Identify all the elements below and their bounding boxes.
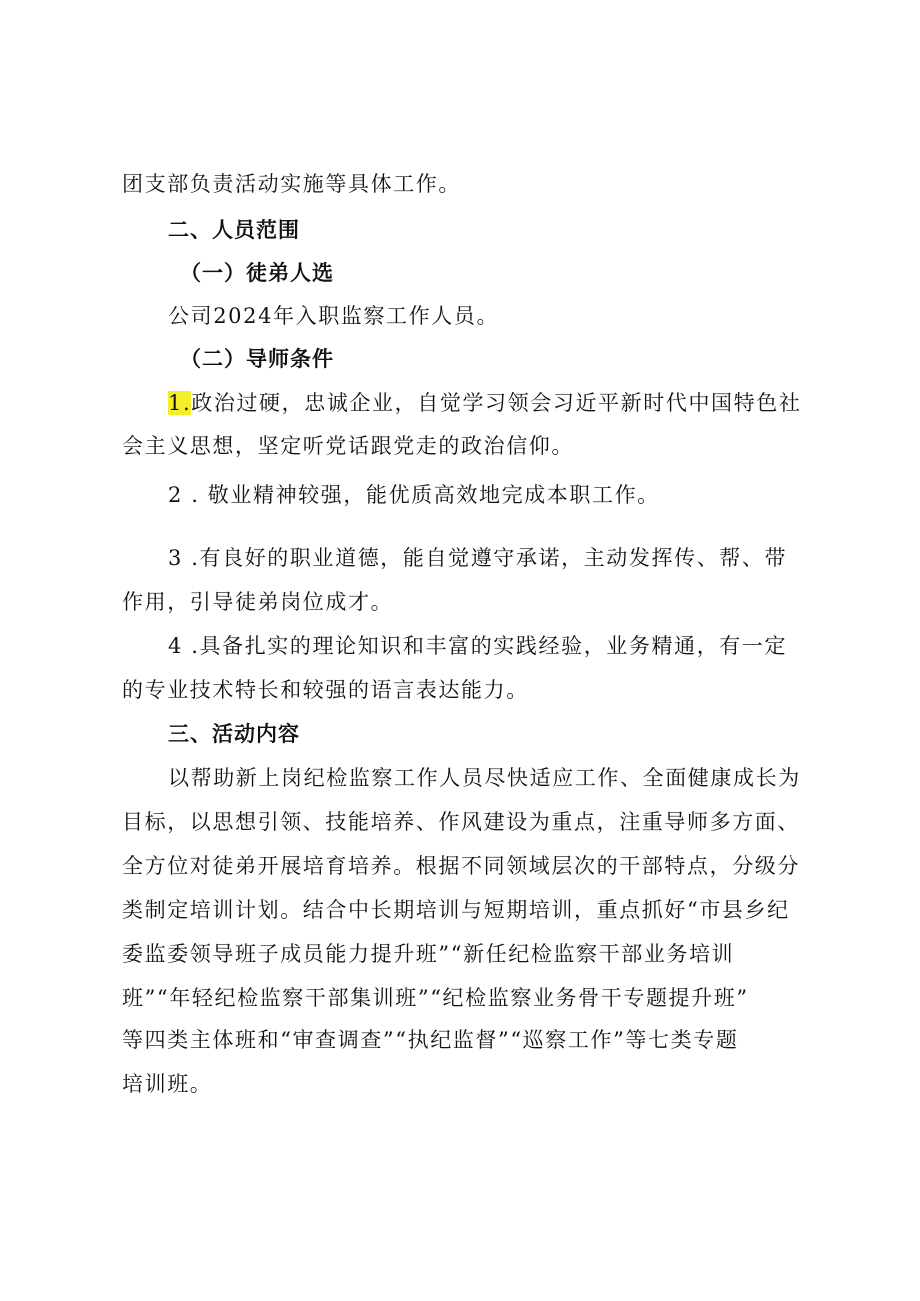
content-line-4: 类制定培训计划。结合中长期培训与短期培训，重点抓好“市县乡纪 xyxy=(122,898,790,922)
content-line-1: 以帮助新上岗纪检监察工作人员尽快适应工作、全面健康成长为 xyxy=(168,766,801,790)
content-line-8: 培训班。 xyxy=(122,1072,213,1096)
content-line-6: 班”“年轻纪检监察干部集训班”“纪检监察业务骨干专题提升班” xyxy=(122,986,749,1010)
section-heading-3: 三、活动内容 xyxy=(168,722,300,746)
content-line-5: 委监委领导班子成员能力提升班”“新任纪检监察干部业务培训 xyxy=(122,942,735,966)
paragraph-continuation: 团支部负责活动实施等具体工作。 xyxy=(122,172,461,196)
list-item-3-line-2: 作用，引导徒弟岗位成才。 xyxy=(122,590,394,614)
highlighted-number: 1. xyxy=(168,391,192,415)
list-item-1-text: 政治过硬，忠诚企业，自觉学习领会习近平新时代中国特色社 xyxy=(191,391,802,415)
list-item-3-line-1: 3 .有良好的职业道德，能自觉遵守承诺，主动发挥传、帮、带 xyxy=(168,546,788,570)
subheading-apprentice: （一）徒弟人选 xyxy=(180,261,334,285)
paragraph-apprentice: 公司2024年入职监察工作人员。 xyxy=(168,304,500,328)
list-item-1-line-1 xyxy=(168,389,808,417)
list-item-1-line-2: 会主义思想，坚定听党话跟党走的政治信仰。 xyxy=(122,434,574,458)
list-item-4-line-1: 4 .具备扎实的理论知识和丰富的实践经验，业务精通，有一定 xyxy=(168,634,788,658)
subheading-mentor: （二）导师条件 xyxy=(180,347,334,371)
list-item-2: 2 . 敬业精神较强，能优质高效地完成本职工作。 xyxy=(168,483,660,507)
content-line-7: 等四类主体班和“审查调查”“执纪监督”“巡察工作”等七类专题 xyxy=(122,1028,739,1052)
content-line-2: 目标，以思想引领、技能培养、作风建设为重点，注重导师多方面、 xyxy=(122,810,800,834)
list-item-4-line-2: 的专业技术特长和较强的语言表达能力。 xyxy=(122,678,529,702)
content-line-3: 全方位对徒弟开展培育培养。根据不同领域层次的干部特点，分级分 xyxy=(122,854,800,878)
section-heading-2: 二、人员范围 xyxy=(168,218,300,242)
